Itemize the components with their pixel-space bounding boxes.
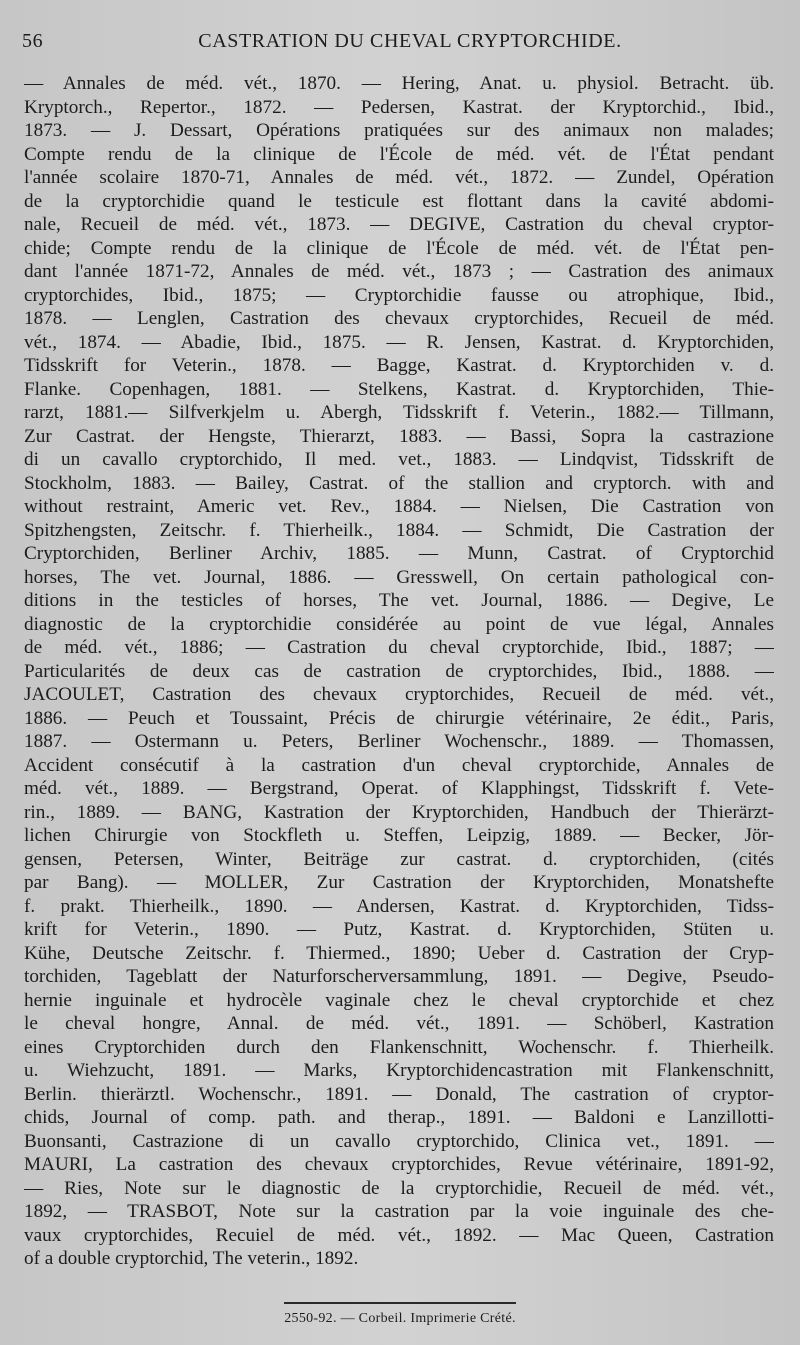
text-line: gensen, Petersen, Winter, Beiträge zur castrat. d. cryptorchiden, (cités [24,848,774,870]
text-line: vaux cryptorchides, Recuiel de méd. vét., 1892. — Mac Queen, Castration [24,1224,774,1246]
text-line: eines Cryptorchiden durch den Flankenschnitt, Wochenschr. f. Thierheilk. [24,1036,774,1058]
text-line: Particularités de deux cas de castration de cryptorchides, Ibid., 1888. — [24,660,774,682]
bibliography-text [24,72,774,1271]
text-line: Compte rendu de la clinique de l'École de méd. vét. de l'État pendant [24,143,774,165]
text-line: Accident consécutif à la castration d'un cheval cryptorchide, Annales de [24,754,774,776]
text-line: Flanke. Copenhagen, 1881. — Stelkens, Kastrat. d. Kryptorchiden, Thie- [24,378,774,400]
text-line: Buonsanti, Castrazione di un cavallo cryptorchido, Clinica vet., 1891. — [24,1130,774,1152]
text-line: JACOULET, Castration des chevaux cryptorchides, Recueil de méd. vét., [24,684,774,705]
text-line: lichen Chirurgie von Stockfleth u. Steffen, Leipzig, 1889. — Becker, Jör- [24,825,774,846]
text-line: diagnostic de la cryptorchidie considérée au point de vue légal, Annales [24,613,774,635]
page-header [22,30,778,58]
text-line: nale, Recueil de méd. vét., 1873. — DEGIVE, Castration du cheval cryptor- [24,214,774,235]
footer-rule [284,1302,516,1304]
text-line: krift for Veterin., 1890. — Putz, Kastrat. d. Kryptorchiden, Stüten u. [24,919,774,940]
text-line: Spitzhengsten, Zeitschr. f. Thierheilk., 1884. — Schmidt, Die Castration der [24,519,774,541]
text-line: Cryptorchiden, Berliner Archiv, 1885. — Munn, Castrat. of Cryptorchid [24,543,774,564]
text-line: par Bang). — MOLLER, Zur Castration der Kryptorchiden, Monatshefte [24,872,774,893]
text-line: 1892, — TRASBOT, Note sur la castration par la voie inguinale des che- [24,1201,774,1222]
running-title: CASTRATION DU CHEVAL CRYPTORCHIDE. [198,30,622,52]
text-line: 1887. — Ostermann u. Peters, Berliner Wochenschr., 1889. — Thomassen, [24,731,774,752]
text-line: Stockholm, 1883. — Bailey, Castrat. of the stallion and cryptorch. with and [24,472,774,494]
text-line: of a double cryptorchid, The veterin., 1892. [24,1248,359,1269]
text-line: hernie inguinale et hydrocèle vaginale chez le cheval cryptorchide et chez [24,989,774,1011]
text-line: — Ries, Note sur le diagnostic de la cryptorchidie, Recueil de méd. vét., [24,1177,774,1199]
text-line: Kühe, Deutsche Zeitschr. f. Thiermed., 1890; Ueber d. Castration der Cryp- [24,942,774,964]
text-line: Berlin. thierärztl. Wochenschr., 1891. — Donald, The castration of cryptor- [24,1083,774,1105]
text-line: di un cavallo cryptorchido, Il med. vet., 1883. — Lindqvist, Tidsskrift de [24,449,774,470]
text-line: torchiden, Tageblatt der Naturforscherversammlung, 1891. — Degive, Pseudo- [24,966,774,987]
text-line: 1886. — Peuch et Toussaint, Précis de chirurgie vétérinaire, 2e édit., Paris, [24,707,774,729]
text-line: de la cryptorchidie quand le testicule est flottant dans la cavité abdomi- [24,190,774,212]
text-line: Kryptorch., Repertor., 1872. — Pedersen, Kastrat. der Kryptorchid., Ibid., [24,96,774,118]
text-line: dant l'année 1871-72, Annales de méd. vét., 1873 ; — Castration des animaux [24,261,774,282]
text-line: vét., 1874. — Abadie, Ibid., 1875. — R. Jensen, Kastrat. d. Kryptorchiden, [24,331,774,353]
printer-imprint: 2550-92. — Corbeil. Imprimerie Crété. [284,1311,516,1326]
text-line: MAURI, La castration des chevaux cryptorchides, Revue vétérinaire, 1891-92, [24,1154,774,1175]
text-line: rarzt, 1881.— Silfverkjelm u. Abergh, Tidsskrift f. Veterin., 1882.— Tillmann, [24,402,774,423]
text-line: ditions in the testicles of horses, The vet. Journal, 1886. — Degive, Le [24,590,774,611]
text-line: rin., 1889. — BANG, Kastration der Kryptorchiden, Handbuch der Thierärzt- [24,801,774,823]
text-line: horses, The vet. Journal, 1886. — Gresswell, On certain pathological con- [24,566,774,588]
text-line: 1873. — J. Dessart, Opérations pratiquées sur des animaux non malades; [24,120,774,141]
text-line: le cheval hongre, Annal. de méd. vét., 1891. — Schöberl, Kastration [24,1013,774,1034]
page-number: 56 [22,30,44,52]
text-line: cryptorchides, Ibid., 1875; — Cryptorchidie fausse ou atrophique, Ibid., [24,284,774,306]
text-line: de méd. vét., 1886; — Castration du cheval cryptorchide, Ibid., 1887; — [24,637,774,658]
text-line: u. Wiehzucht, 1891. — Marks, Kryptorchidencastration mit Flankenschnitt, [24,1060,774,1081]
text-line: l'année scolaire 1870-71, Annales de méd. vét., 1872. — Zundel, Opération [24,167,774,188]
text-line: Tidsskrift for Veterin., 1878. — Bagge, Kastrat. d. Kryptorchiden v. d. [24,355,774,376]
text-line: chids, Journal of comp. path. and therap., 1891. — Baldoni e Lanzillotti- [24,1107,774,1128]
text-line: 1878. — Lenglen, Castration des chevaux cryptorchides, Recueil de méd. [24,308,774,329]
text-line: chide; Compte rendu de la clinique de l'École de méd. vét. de l'État pen- [24,237,774,259]
text-line: — Annales de méd. vét., 1870. — Hering, Anat. u. physiol. Betracht. üb. [24,73,774,94]
text-line: Zur Castrat. der Hengste, Thierarzt, 1883. — Bassi, Sopra la castrazione [24,425,774,447]
text-line: f. prakt. Thierheilk., 1890. — Andersen, Kastrat. d. Kryptorchiden, Tidss- [24,895,774,917]
text-line: méd. vét., 1889. — Bergstrand, Operat. of Klapphingst, Tidsskrift f. Vete- [24,778,774,799]
text-line: without restraint, Americ vet. Rev., 1884. — Nielsen, Die Castration von [24,496,774,517]
